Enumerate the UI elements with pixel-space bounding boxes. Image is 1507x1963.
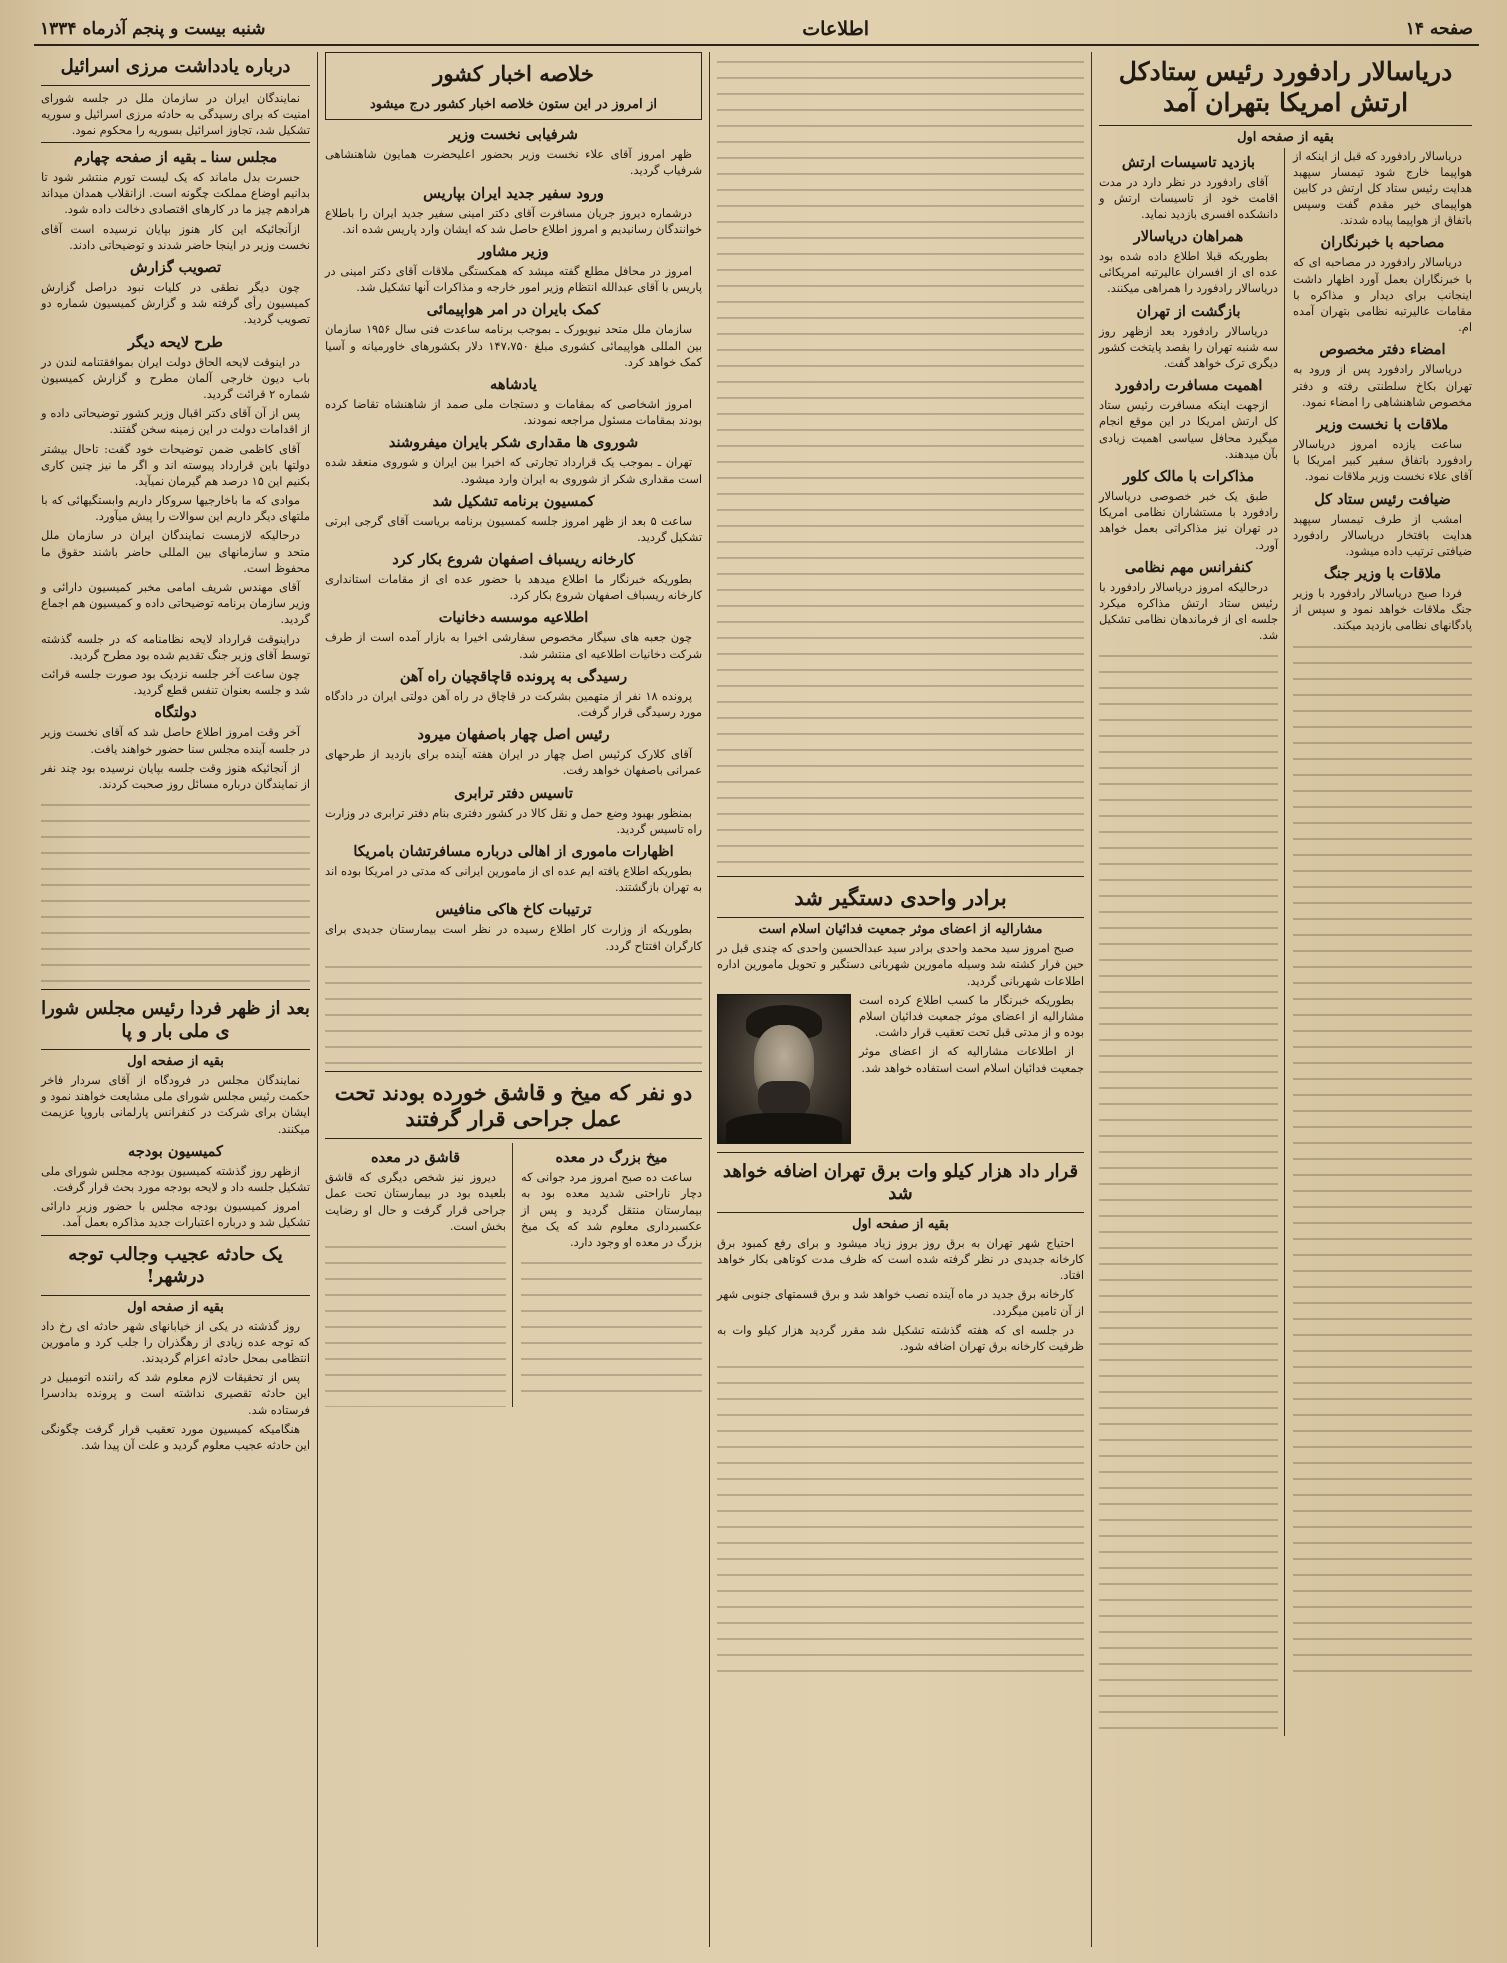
subheading: کمک بایران در امر هواپیمائی — [426, 301, 601, 319]
body-text-lines — [1099, 646, 1278, 1736]
article-text: ازجهت اینکه مسافرت رئیس ستاد کل ارتش امریکا در این موقع انجام میگیرد محافل سیاسی اهمیت زیادی بآن میدهند. — [1099, 398, 1278, 461]
subheading: کنفرانس مهم نظامی — [1124, 558, 1253, 576]
article-text: در جلسه ای که هفته گذشته تشکیل شد مقرر گردید هزار کیلو وات به ظرفیت کارخانه برق تهران اضافه شود. — [717, 1322, 1084, 1353]
subheading: رسیدگی به پرونده قاچاقچیان راه آهن — [399, 667, 628, 685]
article-text: دریاسالار رادفورد در مصاحبه ای که با خبرنگاران بعمل آورد اظهار داشت اینجانب برای دیدار و مذاکره با مقامات عالیرتبه نظامی بتهران آمده ام. — [1293, 255, 1472, 335]
headline-electricity: قرار داد هزار کیلو وات برق تهران اضافه خواهد شد — [717, 1157, 1084, 1213]
subheading: بازگشت از تهران — [1136, 302, 1241, 320]
article-text: بطوریکه خبرنگار ما اطلاع میدهد با حضور عده ای از مقامات استانداری کارخانه ریسباف اصفهان شروع بکار کرد. — [325, 572, 702, 603]
article-text: چون دیگر نطقی در کلیات نبود دراصل گزارش کمیسیون رأی گرفته شد و گزارش کمیسیون شماره دو تصویب گردید. — [41, 280, 310, 327]
continued-note: بقیه از صفحه اول — [1237, 129, 1334, 145]
subheading: کمیسیون بودجه — [128, 1142, 223, 1160]
divider — [41, 989, 310, 990]
subheading: مصاحبه با خبرنگاران — [1320, 234, 1445, 252]
issue-date: شنبه بیست و پنجم آذرماه ۱۳۳۴ — [40, 19, 266, 39]
divider — [717, 1152, 1084, 1153]
body-text-lines — [717, 1357, 1084, 1677]
article-text: روز گذشته در یکی از خیابانهای شهر حادثه ای رخ داد که توجه عده زیادی از رهگذران را جلب کرد و مامورین انتظامی بمحل حادثه اعزام گردیدند. — [41, 1318, 310, 1365]
column-arrest-electricity — [709, 52, 1091, 1947]
article-text: تهران ـ بموجب یک قرارداد تجارتی که اخیرا بین ایران و شوروی منعقد شده است مقداری شکر از شوروی به ایران وارد میشود. — [325, 455, 702, 486]
subheading: اهمیت مسافرت رادفورد — [1114, 377, 1263, 395]
swallowed-two-col — [325, 1143, 702, 1407]
divider — [717, 876, 1084, 877]
article-text: دریاسالار رادفورد پس از ورود به تهران بکاخ سلطنتی رفته و دفتر مخصوص شاهنشاهی را امضاء نمود. — [1293, 362, 1472, 409]
article-text: درحالیکه امروز دریاسالار رادفورد با رئیس ستاد ارتش مذاکره میکرد جلسه ای از فرماندهان نظامی تشکیل شد. — [1099, 579, 1278, 643]
article-text: پس از تحقیقات لازم معلوم شد که راننده اتومبیل در این حادثه تقصیری نداشته است و پرونده بدادسرا فرستاده شد. — [41, 1370, 310, 1417]
headline-arrest-sub: مشارالیه از اعضای موثر جمعیت فدائیان اسلام است — [758, 922, 1043, 938]
article-text: آقای کاظمی ضمن توضیحات خود گفت: تاحال بیشتر دولتها باین قرارداد پیوسته اند و اگر ما نیز چنین کاری بکنیم این ۱۵ درصد هم گیرمان نمیآید. — [41, 441, 310, 488]
page-number: صفحه ۱۴ — [1405, 19, 1473, 39]
article-text: درحالیکه لازمست نمایندگان ایران در سازمان ملل متحد و سازمانهای بین المللی حاضر باشند حقوق ما محفوظ است. — [41, 528, 310, 575]
article-text: دریاسالار رادفورد که قبل از اینکه از هواپیما خارج شود تیمسار سپهبد هدایت رئیس ستاد کل ارتش در کابین هواپیمای خیر مقدم گفت وسپس باتفاق از هواپیما پیاده شدند. — [1293, 148, 1472, 228]
article-text: پرونده ۱۸ نفر از متهمین بشرکت در قاچاق در راه آهن دولتی ایران در دادگاه مورد رسیدگی قرار گرفت. — [325, 688, 702, 719]
subheading: مذاکرات با مالک کلور — [1122, 467, 1255, 485]
subheading: اطلاعیه موسسه دخانیات — [438, 609, 589, 627]
article-text: چون جعبه های سیگار مخصوص سفارشی اخیرا به بازار آمده است از طرف شرکت دخانیات اطلاعیه ای منتشر شد. — [325, 630, 702, 661]
news-summary-sub: از امروز در این ستون خلاصه اخبار کشور درج میشود — [369, 97, 658, 113]
body-text-lines — [41, 795, 310, 985]
article-text: ظهر امروز آقای علاء نخست وزیر بحضور اعلیحضرت همایون شاهنشاهی شرفیاب گردید. — [325, 147, 702, 178]
headline-electricity-sub: بقیه از صفحه اول — [852, 1216, 949, 1232]
headline-israel-border: درباره یادداشت مرزی اسرائیل — [41, 52, 310, 86]
article-text: سازمان ملل متحد نیویورک ـ بموجب برنامه ساعدت فنی سال ۱۹۵۶ سازمان بین المللی هواپیمائی کشوری مبلغ ۱۴۷،۷۵۰ دلار بکشورهای خاورمیانه و آسیا کمک خواهد کرد. — [325, 322, 702, 369]
headline-incident-sub: بقیه از صفحه اول — [127, 1299, 224, 1315]
article-text: در اینوقت لایحه الحاق دولت ایران بموافقتنامه لندن در باب دیون خارجی آلمان مطرح و گزارش کمیسیون شماره ۲ قرائت گردید. — [41, 354, 310, 401]
subheading: شوروی ها مقداری شکر بایران میفروشند — [388, 434, 639, 452]
article-text: صبح امروز سید محمد واحدی برادر سید عبدالحسین واحدی که چندی قبل در حین فرار کشته شد وسیله مامورین شهربانی دستگیر و تحویل مامورین اداره اطلاعات شهربانی گردید. — [717, 941, 1084, 988]
swallowed-col-b — [325, 1143, 513, 1407]
headline-swallowed-objects: دو نفر که میخ و قاشق خورده بودند تحت عمل جراحی قرار گرفتند — [325, 1076, 702, 1140]
column-news-summary — [317, 52, 709, 1947]
article-text: دراینوقت قرارداد لایحه نظامنامه که در جلسه گذشته توسط آقای وزیر جنگ تقدیم شده بود مطرح گردید. — [41, 631, 310, 662]
article-text: نمایندگان ایران در سازمان ملل در جلسه شورای امنیت که برای رسیدگی به حادثه مرزی اسرائیل و سوریه تشکیل شد، تجاوز اسرائیل بسوریه را محکوم نمود. — [41, 90, 310, 137]
photo-robe — [726, 1113, 842, 1143]
headline-arrest: برادر واحدی دستگیر شد — [717, 881, 1084, 918]
subheading: طرح لایحه دیگر — [128, 333, 223, 351]
divider — [41, 142, 310, 143]
continued-text-lines — [717, 52, 1084, 872]
article-text: بطوریکه خبرنگار ما کسب اطلاع کرده است مشارالیه از اعضای موثر جمعیت فدائیان اسلام بوده و از مدتی قبل تحت تعقیب قرار داشت. — [859, 992, 1084, 1040]
masthead — [34, 14, 1479, 46]
subheading: همراهان دریاسالار — [1133, 228, 1244, 246]
article-text: آقای مهندس شریف امامی مخبر کمیسیون دارائی و وزیر سازمان برنامه توضیحاتی داده و کمیسیون هم اجماع گردید. — [41, 580, 310, 627]
subheading: ملاقات با نخست وزیر — [1316, 415, 1449, 433]
subheading: ورود سفیر جدید ایران بپاریس — [423, 184, 604, 202]
portrait-photo — [717, 994, 851, 1144]
article-text: امروز اشخاصی که بمقامات و دستجات ملی صمد از شاهنشاه تقاضا کرده بودند بمقامات مسئول مراجعه نمودند. — [325, 396, 702, 428]
article-text: درشماره دیروز جریان مسافرت آقای دکتر امینی سفیر جدید ایران را باطلاع خوانندگان رسانیدیم و امروز اطلاع حاصل شد که ایشان وارد پاریس شده اند. — [325, 205, 702, 236]
subheading: کمسیون برنامه تشکیل شد — [432, 492, 595, 510]
article-text: کارخانه برق جدید در ماه آینده نصب خواهد شد و برق قسمتهای جنوبی شهر از آن تامین میگردد. — [717, 1287, 1084, 1318]
article-text: نمایندگان مجلس در فرودگاه از آقای سردار فاخر حکمت رئیس مجلس شورای ملی مشایعت خواهند نمود و ایشان برای شرکت در کنفرانس پارلمانی باروپا عزیمت میکنند. — [41, 1073, 310, 1136]
subheading: قاشق در معده — [370, 1149, 461, 1167]
subheading: اظهارات ماموری از اهالی درباره مسافرتشان بامریکا — [353, 842, 674, 860]
article-text: امروز در محافل مطلع گفته میشد که همکستگی ملاقات آقای دکتر امینی در پاریس با آقای عبدالله انتظام وزیر امور خارجه و مذاکرات آنها تشکیل شد. — [325, 264, 702, 295]
subheading: دولتگاه — [154, 704, 197, 722]
article-text: پس از آن آقای دکتر اقبال وزیر کشور توضیحاتی داده و از اقدامات دولت در این زمینه سخن گفتند. — [41, 406, 310, 437]
article-text: فردا صبح دریاسالار رادفورد با وزیر جنگ ملاقات خواهد نمود و سپس از پادگانهای نظامی بازدید میکند. — [1293, 586, 1472, 633]
subheading: یادشاهه — [490, 375, 537, 393]
paper-name: اطلاعات — [802, 18, 869, 40]
radford-two-col — [1099, 148, 1472, 1737]
article-text: آقای کلارک کرئیس اصل چهار در ایران هفته آینده برای بازدید از طرحهای عمرانی باصفهان خواهد رفت. — [325, 747, 702, 778]
subheading: مجلس سنا ـ بقیه از صفحه چهارم — [73, 149, 278, 167]
columns-grid — [34, 52, 1479, 1947]
subheading: میخ بزرگ در معده — [555, 1149, 668, 1167]
subheading: امضاء دفتر مخصوص — [1319, 341, 1446, 359]
article-text: بطوریکه از وزارت کار اطلاع رسیده در نظر است بیمارستان جدیدی برای کارگران افتتاح گردد. — [325, 922, 702, 953]
subheading: تاسیس دفتر ترابری — [454, 784, 573, 802]
article-text: از اطلاعات مشارالیه که از اعضای موثر جمعیت فدائیان اسلام است استفاده خواهد شد. — [859, 1044, 1084, 1075]
article-text: بطوریکه قبلا اطلاع داده شده بود عده ای از افسران عالیرتبه امریکائی دریاسالار رادفورد را همراهی میکنند. — [1099, 249, 1278, 296]
radford-col-a — [1293, 148, 1472, 1737]
article-text: احتیاج شهر تهران به برق روز بروز زیاد میشود و برای رفع کمبود برق کارخانه جدیدی در نظر گرفته شده است که ظرف مدت کوتاهی بکار خواهد افتاد. — [717, 1235, 1084, 1283]
article-text: آخر وقت امروز اطلاع حاصل شد که آقای نخست وزیر در جلسه آینده مجلس سنا حضور خواهند یافت. — [41, 725, 310, 756]
column-senate — [34, 52, 317, 1947]
article-text: آقای رادفورد در نظر دارد در مدت اقامت خود از تاسیسات ارتش و دانشکده افسری بازدید نماید. — [1099, 174, 1278, 221]
body-text-lines — [1293, 637, 1472, 1677]
body-text-lines — [325, 957, 702, 1067]
article-text: ساعت یازده امروز دریاسالار رادفورد باتفاق سفیر کبیر امریکا با آقای علاء نخست وزیر ملاقات نمود. — [1293, 436, 1472, 484]
article-text: امروز کمیسیون بودجه مجلس با حضور وزیر دارائی تشکیل شد و درباره اعتبارات جدید مذاکره بعمل آمد. — [41, 1199, 310, 1230]
subheading: وزیر مشاور — [478, 243, 549, 260]
divider — [41, 1235, 310, 1236]
subheading: ملاقات با وزیر جنگ — [1323, 565, 1442, 583]
article-text: ساعت ده صبح امروز مرد جوانی که دچار ناراحتی شدید معده بود به بیمارستان منتقل گردید و پس از عکسبرداری معلوم شد که یک میخ بزرگ در معده او وجود دارد. — [521, 1170, 702, 1249]
headline-strange-incident: یک حادثه عجیب وجالب توجه درشهر! — [41, 1240, 310, 1296]
subheading: کارخانه ریسباف اصفهان شروع بکار کرد — [392, 551, 635, 569]
body-text-lines — [325, 1237, 506, 1407]
subheading: ترتیبات کاخ هاکی منافیس — [435, 901, 592, 919]
article-text: بطوریکه اطلاع یافته ایم عده ای از مامورین ایرانی که مدتی در امریکا بوده اند به تهران بازگشتند. — [325, 863, 702, 895]
headline-parliament-europe: بعد از ظهر فردا رئیس مجلس شورا ی ملی بار و پا — [41, 994, 310, 1050]
body-text-lines — [521, 1253, 702, 1393]
article-text: امشب از طرف تیمسار سپهبد هدایت بافتخار دریاسالار رادفورد ضیافتی ترتیب داده میشود. — [1293, 511, 1472, 558]
divider — [325, 1071, 702, 1072]
subheading: تصویب گزارش — [129, 259, 222, 276]
article-text: ساعت ۵ بعد از ظهر امروز جلسه کمسیون برنامه بریاست آقای گرجی ابرتی تشکیل گردید. — [325, 513, 702, 544]
news-summary-box — [325, 52, 702, 120]
article-text: هنگامیکه کمیسیون مورد تعقیب قرار گرفت چگونگی این حادثه عجیب معلوم گردید و علت آن پیدا شد. — [41, 1421, 310, 1452]
article-text: دیروز نیز شخص دیگری که قاشق بلعیده بود در بیمارستان تحت عمل جراحی قرار گرفت و حال او رضایت بخش است. — [325, 1170, 506, 1233]
headline-parliament-sub: بقیه از صفحه اول — [127, 1054, 224, 1070]
subheading: ضیافت رئیس ستاد کل — [1314, 490, 1451, 508]
article-text: چون ساعت آخر جلسه نزدیک بود صورت جلسه قرائت شد و جلسه بعنوان تنفس قطع گردید. — [41, 666, 310, 698]
news-summary-title: خلاصه اخبار کشور — [433, 61, 594, 86]
column-radford — [1091, 52, 1479, 1947]
article-text: طبق یک خبر خصوصی دریاسالار رادفورد با مستشاران نظامی امریکا در تهران نیز مذاکراتی بعمل خواهد آورد. — [1099, 488, 1278, 552]
headline-radford: دریاسالار رادفورد رئیس ستادکل ارتش امریکا بتهران آمد — [1099, 52, 1472, 126]
article-text: ازظهر روز گذشته کمیسیون بودجه مجلس شورای ملی تشکیل جلسه داد و لایحه بودجه مورد بحث قرار گرفت. — [41, 1163, 310, 1194]
radford-col-b — [1099, 148, 1285, 1737]
article-text: بمنظور بهبود وضع حمل و نقل کالا در کشور دفتری بنام دفتر ترابری در وزارت راه تاسیس گردید. — [325, 805, 702, 836]
article-text: حسرت بدل ماماند که یک لیست تورم منتشر شود تا بدانیم اوضاع مملکت چگونه است. ازانقلاب همدان میداند هرادهم چیز ما در کارهای اقتصادی دخالت داده شود. — [41, 170, 310, 217]
swallowed-col-a — [521, 1143, 702, 1407]
subheading: بازدید تاسیسات ارتش — [1121, 153, 1256, 171]
article-text: موادی که ما باخارجیها سروکار داریم وابستگیهائی که با ملتهای دیگر داریم این سوالات را پیش میآورد. — [41, 493, 310, 524]
article-text: از آنجائیکه هنوز وقت جلسه بپایان نرسیده بود چند نفر از نمایندگان درباره مسائل روز صحبت کردند. — [41, 760, 310, 791]
subheading: رئیس اصل چهار باصفهان میرود — [417, 726, 610, 744]
article-text: دریاسالار رادفورد بعد ازظهر روز سه شنبه تهران را بقصد پایتخت کشور دیگری ترک خواهد گفت. — [1099, 323, 1278, 370]
article-text: ازآنجائیکه این کار هنوز بپایان نرسیده است آقای نخست وزیر در اینجا حاضر شدند و توضیحاتی دادند. — [41, 221, 310, 252]
subheading: شرفیابی نخست وزیر — [449, 126, 578, 144]
